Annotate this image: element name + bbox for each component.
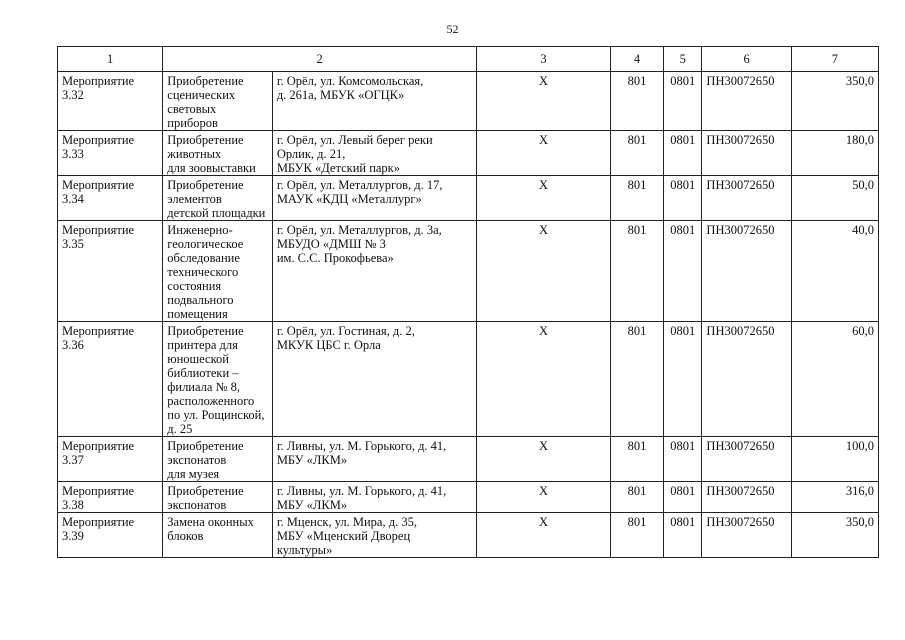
column-5-cell: 0801 xyxy=(664,72,702,131)
table-header-row xyxy=(58,47,879,72)
amount-cell: 350,0 xyxy=(791,513,878,558)
event-number-cell: Мероприятие 3.37 xyxy=(58,437,163,482)
column-6-cell: ПН30072650 xyxy=(702,221,791,322)
column-3-cell: Х xyxy=(476,437,610,482)
page-number: 52 xyxy=(446,22,459,36)
column-5-cell: 0801 xyxy=(664,482,702,513)
column-4-cell: 801 xyxy=(610,131,663,176)
document-table xyxy=(57,46,879,558)
column-4-cell: 801 xyxy=(610,221,663,322)
event-number-cell: Мероприятие 3.36 xyxy=(58,322,163,437)
table-row xyxy=(58,437,879,482)
amount-cell: 50,0 xyxy=(791,176,878,221)
column-4-cell: 801 xyxy=(610,72,663,131)
column-5-cell: 0801 xyxy=(664,221,702,322)
column-3-cell: Х xyxy=(476,482,610,513)
event-location-cell: г. Мценск, ул. Мира, д. 35, МБУ «Мценский Дворец культуры» xyxy=(272,513,476,558)
column-4-cell: 801 xyxy=(610,513,663,558)
header-cell: 5 xyxy=(664,47,702,72)
amount-cell: 60,0 xyxy=(791,322,878,437)
amount-cell: 350,0 xyxy=(791,72,878,131)
column-3-cell: Х xyxy=(476,72,610,131)
table-row xyxy=(58,72,879,131)
event-name-cell: Приобретение элементов детской площадки xyxy=(163,176,273,221)
event-location-cell: г. Орёл, ул. Левый берег реки Орлик, д. 21, МБУК «Детский парк» xyxy=(272,131,476,176)
amount-cell: 316,0 xyxy=(791,482,878,513)
event-number-cell: Мероприятие 3.39 xyxy=(58,513,163,558)
event-location-cell: г. Орёл, ул. Комсомольская, д. 261а, МБУК «ОГЦК» xyxy=(272,72,476,131)
header-cell: 3 xyxy=(476,47,610,72)
amount-cell: 180,0 xyxy=(791,131,878,176)
header-cell: 1 xyxy=(58,47,163,72)
amount-cell: 40,0 xyxy=(791,221,878,322)
table-row xyxy=(58,221,879,322)
header-cell: 2 xyxy=(163,47,477,72)
column-6-cell: ПН30072650 xyxy=(702,72,791,131)
event-name-cell: Приобретение экспонатов для музея xyxy=(163,437,273,482)
column-5-cell: 0801 xyxy=(664,176,702,221)
column-3-cell: Х xyxy=(476,221,610,322)
event-number-cell: Мероприятие 3.38 xyxy=(58,482,163,513)
event-location-cell: г. Ливны, ул. М. Горького, д. 41, МБУ «ЛКМ» xyxy=(272,437,476,482)
event-number-cell: Мероприятие 3.35 xyxy=(58,221,163,322)
event-name-cell: Приобретение животных для зоовыставки xyxy=(163,131,273,176)
event-number-cell: Мероприятие 3.33 xyxy=(58,131,163,176)
event-number-cell: Мероприятие 3.32 xyxy=(58,72,163,131)
table-row xyxy=(58,176,879,221)
table-row xyxy=(58,482,879,513)
header-cell: 6 xyxy=(702,47,791,72)
column-6-cell: ПН30072650 xyxy=(702,482,791,513)
event-name-cell: Приобретение сценических световых приборов xyxy=(163,72,273,131)
column-3-cell: Х xyxy=(476,322,610,437)
table-row xyxy=(58,131,879,176)
column-6-cell: ПН30072650 xyxy=(702,513,791,558)
event-name-cell: Приобретение принтера для юношеской библиотеки – филиала № 8, расположенного по ул. Рощинской, д. 25 xyxy=(163,322,273,437)
header-cell: 7 xyxy=(791,47,878,72)
column-3-cell: Х xyxy=(476,131,610,176)
event-location-cell: г. Орёл, ул. Металлургов, д. 3а, МБУДО «ДМШ № 3 им. С.С. Прокофьева» xyxy=(272,221,476,322)
event-name-cell: Инженерно- геологическое обследование технического состояния подвального помещения xyxy=(163,221,273,322)
column-5-cell: 0801 xyxy=(664,322,702,437)
column-4-cell: 801 xyxy=(610,176,663,221)
table-row xyxy=(58,322,879,437)
column-6-cell: ПН30072650 xyxy=(702,322,791,437)
column-6-cell: ПН30072650 xyxy=(702,131,791,176)
event-location-cell: г. Ливны, ул. М. Горького, д. 41, МБУ «ЛКМ» xyxy=(272,482,476,513)
header-cell: 4 xyxy=(610,47,663,72)
column-5-cell: 0801 xyxy=(664,131,702,176)
column-6-cell: ПН30072650 xyxy=(702,176,791,221)
column-5-cell: 0801 xyxy=(664,513,702,558)
column-6-cell: ПН30072650 xyxy=(702,437,791,482)
table-row xyxy=(58,513,879,558)
event-name-cell: Замена оконных блоков xyxy=(163,513,273,558)
column-3-cell: Х xyxy=(476,513,610,558)
column-5-cell: 0801 xyxy=(664,437,702,482)
column-4-cell: 801 xyxy=(610,437,663,482)
column-4-cell: 801 xyxy=(610,482,663,513)
event-location-cell: г. Орёл, ул. Металлургов, д. 17, МАУК «КДЦ «Металлург» xyxy=(272,176,476,221)
column-3-cell: Х xyxy=(476,176,610,221)
event-number-cell: Мероприятие 3.34 xyxy=(58,176,163,221)
event-name-cell: Приобретение экспонатов xyxy=(163,482,273,513)
column-4-cell: 801 xyxy=(610,322,663,437)
amount-cell: 100,0 xyxy=(791,437,878,482)
event-location-cell: г. Орёл, ул. Гостиная, д. 2, МКУК ЦБС г. Орла xyxy=(272,322,476,437)
